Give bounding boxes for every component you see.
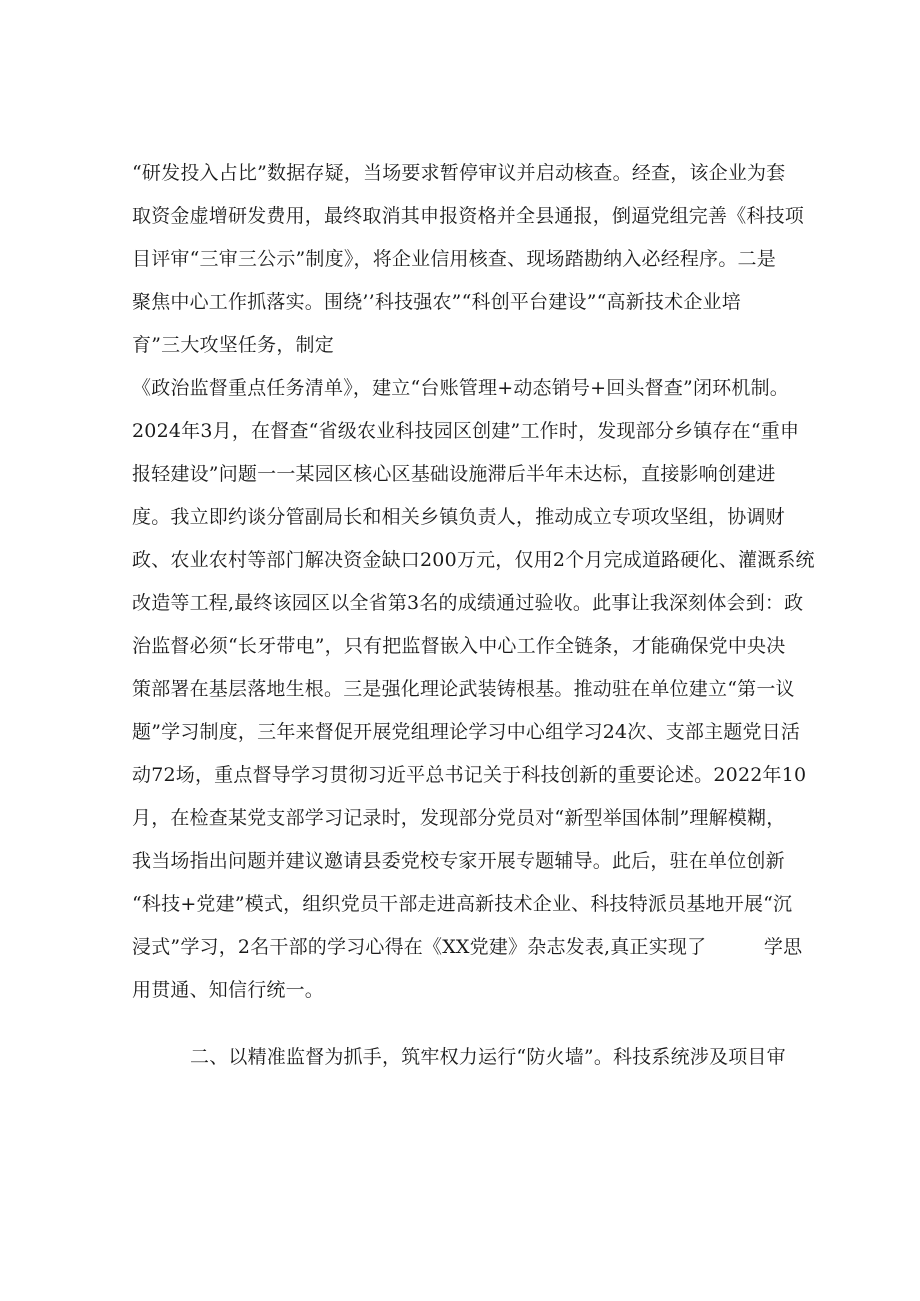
section-heading: 二、以精准监督为抓手，筑牢权力运行“防火墙”。科技系统涉及项目审 <box>190 1046 786 1068</box>
paragraph-line: 《政治监督重点任务清单》，建立“台账管理+动态销号+回头督查”闭环机制。 <box>132 377 789 399</box>
paragraph-line: 取资金虚增研发费用，最终取消其申报资格并全县通报，倒逼党组完善《科技项 <box>132 205 805 227</box>
paragraph-line: 题”学习制度，三年来督促开展党组理论学习中心组学习24次、支部主题党日活 <box>132 721 801 743</box>
paragraph-line: 报轻建设”问题一一某园区核心区基础设施滞后半年未达标，直接影响创建进 <box>132 463 776 485</box>
paragraph-line: 2024年3月，在督查“省级农业科技园区创建”工作时，发现部分乡镇存在“重申 <box>132 420 800 442</box>
paragraph-line: 动72场，重点督导学习贯彻习近平总书记关于科技创新的重要论述。2022年10 <box>132 764 807 786</box>
paragraph-line: 改造等工程,最终该园区以全省第3名的成绩通过验收。此事让我深刻体会到：政 <box>132 592 804 614</box>
paragraph-line: 政、农业农村等部门解决资金缺口200万元，仅用2个月完成道路硬化、灌溉系统 <box>132 549 815 571</box>
paragraph-line: 浸式”学习，2名干部的学习心得在《XX党建》杂志发表,真正实现了 学思 <box>132 936 803 958</box>
paragraph-line: 月，在检查某党支部学习记录时，发现部分党员对“新型举国体制”理解模糊， <box>132 807 786 829</box>
paragraph-line: 用贯通、知信行统一。 <box>132 979 325 1001</box>
paragraph-line: 聚焦中心工作抓落实。围绕’’科技强农”“科创平台建设”“高新技术企业培 <box>132 291 741 313</box>
paragraph-line: “研发投入占比”数据存疑，当场要求暂停审议并启动核查。经查，该企业为套 <box>132 162 786 184</box>
paragraph-line: 策部署在基层落地生根。三是强化理论武装铸根基。推动驻在单位建立“第一议 <box>132 678 795 700</box>
paragraph-line: “科技+党建”模式，组织党员干部走进高新技术企业、科技特派员基地开展“沉 <box>132 893 793 915</box>
paragraph-line: 治监督必须“长牙带电”，只有把监督嵌入中心工作全链条，才能确保党中央决 <box>132 635 786 657</box>
paragraph-line: 目评审“三审三公示”制度》，将企业信用核查、现场踏勘纳入必经程序。二是 <box>132 248 776 270</box>
paragraph-line: 度。我立即约谈分管副局长和相关乡镇负责人，推动成立专项攻坚组，协调财 <box>132 506 785 528</box>
paragraph-line: 育”三大攻坚任务，制定 <box>132 334 334 356</box>
paragraph-line: 我当场指出问题并建议邀请县委党校专家开展专题辅导。此后，驻在单位创新 <box>132 850 785 872</box>
